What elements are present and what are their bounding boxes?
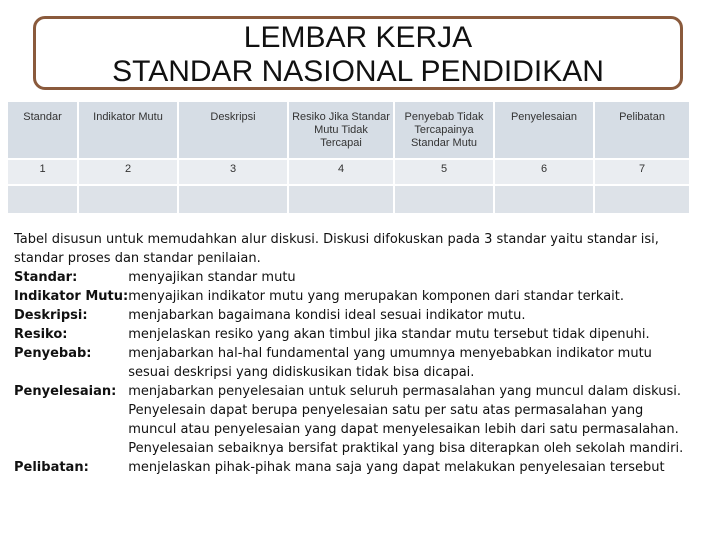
definition-label: Deskripsi:: [14, 308, 88, 323]
title-line-2: STANDAR NASIONAL PENDIDIKAN: [112, 55, 604, 88]
worksheet-table: [8, 102, 691, 215]
table-header-row: [8, 102, 690, 159]
definition-text: menyajikan indikator mutu yang merupakan komponen dari standar terkait.: [128, 289, 625, 304]
definition-text: menjabarkan hal-hal fundamental yang umumnya menyebabkan indikator mutu sesuai deskripsi yang didiskusikan tidak bisa dicapai.: [128, 346, 652, 380]
definition-item: [14, 382, 690, 458]
title-line-1: LEMBAR KERJA: [243, 21, 473, 54]
definition-text: menjabarkan bagaimana kondisi ideal sesuai indikator mutu.: [128, 308, 526, 323]
definition-label: Penyelesaian:: [14, 384, 117, 399]
definition-label: Indikator Mutu:: [14, 289, 129, 304]
table-cell[interactable]: 1: [8, 159, 78, 185]
table-cell-empty[interactable]: [288, 185, 394, 214]
header-resiko: Resiko Jika Standar Mutu Tidak Tercapai: [288, 102, 394, 159]
table-cell-empty[interactable]: [494, 185, 594, 214]
definition-item: [14, 287, 690, 306]
header-penyebab: Penyebab Tidak Tercapainya Standar Mutu: [394, 102, 494, 159]
header-deskripsi: Deskripsi: [178, 102, 288, 159]
table-cell[interactable]: 4: [288, 159, 394, 185]
table-cell[interactable]: 7: [594, 159, 690, 185]
definition-label: Pelibatan:: [14, 460, 89, 475]
header-pelibatan: Pelibatan: [594, 102, 690, 159]
table-cell-empty[interactable]: [178, 185, 288, 214]
definition-item: [14, 268, 690, 287]
definition-item: [14, 325, 690, 344]
header-standar: Standar: [8, 102, 78, 159]
definition-item: [14, 344, 690, 382]
table-cell-empty[interactable]: [78, 185, 178, 214]
definition-label: Penyebab:: [14, 346, 92, 361]
definition-label: Resiko:: [14, 327, 68, 342]
definition-item: [14, 458, 690, 477]
table-cell[interactable]: 6: [494, 159, 594, 185]
definition-text: menjabarkan penyelesaian untuk seluruh permasalahan yang muncul dalam diskusi. Penyelesain dapat berupa penyelesaian satu per satu atas permasalahan yang muncul atau penyelesaian yang dapat menyelesaikan lebih dari satu permasalahan. Penyelesaian sebaiknya bersifat praktikal yang bisa diterapkan oleh sekolah mandiri.: [128, 384, 684, 456]
table-row: [8, 159, 690, 185]
notes-section: [14, 230, 690, 477]
table-cell[interactable]: 2: [78, 159, 178, 185]
notes-intro: Tabel disusun untuk memudahkan alur diskusi. Diskusi difokuskan pada 3 standar yaitu standar isi, standar proses dan standar penilaian.: [14, 232, 659, 266]
table-cell-empty[interactable]: [8, 185, 78, 214]
table-row: [8, 185, 690, 214]
header-indikator-mutu: Indikator Mutu: [78, 102, 178, 159]
definition-text: menjelaskan resiko yang akan timbul jika standar mutu tersebut tidak dipenuhi.: [128, 327, 650, 342]
table-cell[interactable]: 3: [178, 159, 288, 185]
definition-label: Standar:: [14, 270, 78, 285]
definition-text: menjelaskan pihak-pihak mana saja yang dapat melakukan penyelesaian tersebut: [128, 460, 665, 475]
definition-text: menyajikan standar mutu: [128, 270, 296, 285]
definitions-list: [14, 268, 690, 477]
table-cell-empty[interactable]: [594, 185, 690, 214]
definition-item: [14, 306, 690, 325]
title-banner: [33, 16, 683, 90]
header-penyelesaian: Penyelesaian: [494, 102, 594, 159]
table-cell[interactable]: 5: [394, 159, 494, 185]
table-cell-empty[interactable]: [394, 185, 494, 214]
